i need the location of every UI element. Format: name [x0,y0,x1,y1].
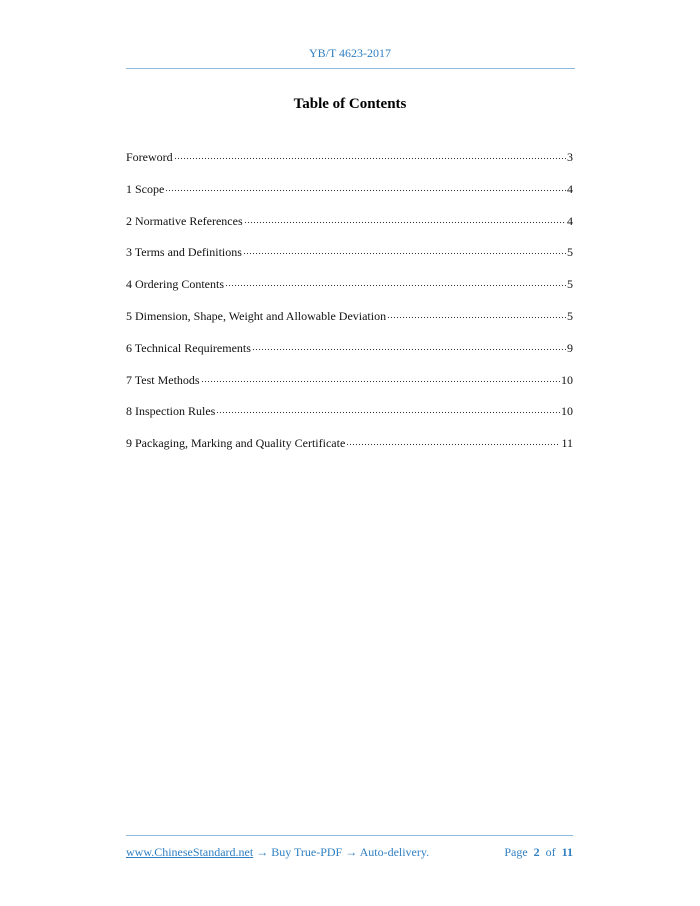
toc-entry-scope[interactable] [126,181,573,197]
footer-page-of: of [545,845,556,859]
toc-entry-normative-references[interactable] [126,213,573,229]
toc-dot-leader [243,244,566,256]
toc-dot-leader [225,276,566,288]
toc-entry-page-number: 11 [561,436,573,451]
toc-entry-page-number: 10 [561,404,573,419]
toc-entry-page-number: 3 [567,150,573,164]
toc-entry-page-number: 9 [567,340,573,355]
toc-entry-label: 6 Technical Requirements [126,340,251,355]
toc-entry-label: 5 Dimension, Shape, Weight and Allowable Deviation [126,308,387,323]
toc-dot-leader [252,340,566,352]
footer-promo [126,845,429,860]
toc-entry-label: Foreword [126,150,173,164]
footer-page-label: Page [504,845,528,859]
header-divider [126,68,575,69]
toc-entry-ordering-contents[interactable] [126,276,573,292]
toc-dot-leader [174,149,566,161]
toc-list [126,149,573,467]
footer-divider [126,835,573,836]
toc-entry-page-number: 5 [567,308,573,323]
toc-dot-leader [387,308,566,320]
toc-entry-label: 2 Normative References [126,213,243,228]
toc-entry-dimension-shape-weight[interactable] [126,308,573,324]
footer-page-indicator [504,845,573,860]
footer-promo-text: → Buy True-PDF → Auto-delivery. [253,845,430,859]
toc-entry-label: 3 Terms and Definitions [126,245,242,260]
toc-entry-label: 4 Ordering Contents [126,277,224,292]
footer-site-link[interactable]: www.ChineseStandard.net [126,845,254,859]
toc-dot-leader [165,181,566,193]
toc-dot-leader [201,372,560,384]
toc-entry-label: 8 Inspection Rules [126,404,216,419]
toc-entry-packaging-marking[interactable] [126,435,573,451]
footer-page-total: 11 [561,845,573,859]
toc-entry-label: 9 Packaging, Marking and Quality Certificate [126,436,346,451]
toc-dot-leader [244,213,566,225]
toc-dot-leader [216,403,560,415]
toc-entry-label: 7 Test Methods [126,372,200,387]
toc-entry-test-methods[interactable] [126,372,573,388]
toc-entry-page-number: 4 [567,213,573,228]
toc-entry-terms-and-definitions[interactable] [126,244,573,260]
toc-entry-page-number: 5 [567,277,573,292]
toc-entry-foreword[interactable] [126,149,573,165]
toc-entry-technical-requirements[interactable] [126,340,573,356]
footer-page-current: 2 [533,845,540,859]
toc-dot-leader [346,435,560,447]
toc-entry-label: 1 Scope [126,181,165,196]
header-standard-code: YB/T 4623-2017 [308,46,392,60]
toc-entry-inspection-rules[interactable] [126,403,573,419]
toc-entry-page-number: 5 [567,245,573,260]
toc-entry-page-number: 4 [567,181,573,196]
toc-entry-page-number: 10 [561,372,573,387]
toc-title: Table of Contents [293,96,407,112]
